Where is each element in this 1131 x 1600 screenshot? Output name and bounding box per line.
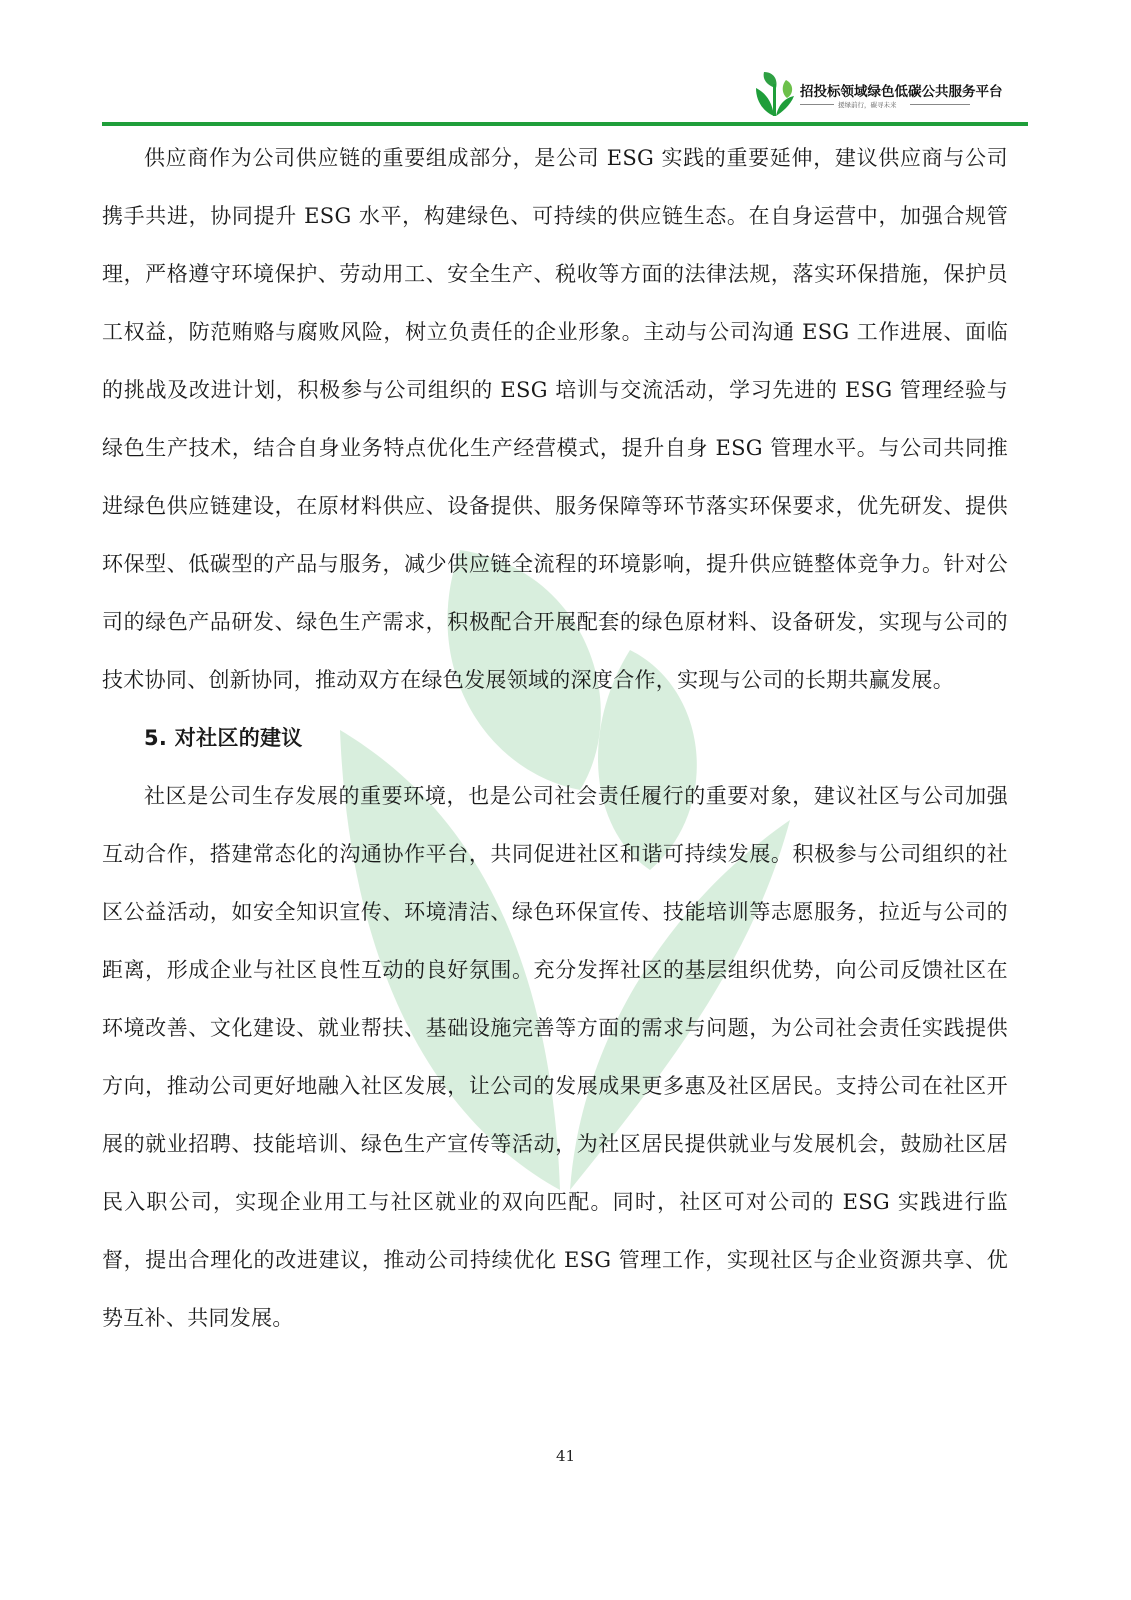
platform-logo: [754, 66, 1014, 122]
slogan-divider-right: [910, 104, 970, 105]
page-number: 41: [555, 1447, 576, 1465]
paragraph-community: 社区是公司生存发展的重要环境，也是公司社会责任履行的重要对象，建议社区与公司加强互动合作，搭建常态化的沟通协作平台，共同促进社区和谐可持续发展。积极参与公司组织的社区公益活动，如安全知识宣传、环境清洁、绿色环保宣传、技能培训等志愿服务，拉近与公司的距离，形成企业与社区良性互动的良好氛围。充分发挥社区的基层组织优势，向公司反馈社区在环境改善、文化建设、就业帮扶、基础设施完善等方面的需求与问题，为公司社会责任实践提供方向，推动公司更好地融入社区发展，让公司的发展成果更多惠及社区居民。支持公司在社区开展的就业招聘、技能培训、绿色生产宣传等活动，为社区居民提供就业与发展机会，鼓励社区居民入职公司，实现企业用工与社区就业的双向匹配。同时，社区可对公司的 ESG 实践进行监督，提出合理化的改进建议，推动公司持续优化 ESG 管理工作，实现社区与企业资源共享、优势互补、共同发展。: [102, 784, 1008, 1330]
platform-name: 招投标领域绿色低碳公共服务平台: [800, 84, 1003, 100]
slogan-divider-left: [800, 104, 834, 105]
paragraph-suppliers: 供应商作为公司供应链的重要组成部分，是公司 ESG 实践的重要延伸，建议供应商与公司携手共进，协同提升 ESG 水平，构建绿色、可持续的供应链生态。在自身运营中，加强合规管理，严格遵守环境保护、劳动用工、安全生产、税收等方面的法律法规，落实环保措施，保护员工权益，防范贿赂与腐败风险，树立负责任的企业形象。主动与公司沟通 ESG 工作进展、面临的挑战及改进计划，积极参与公司组织的 ESG 培训与交流活动，学习先进的 ESG 管理经验与绿色生产技术，结合自身业务特点优化生产经营模式，提升自身 ESG 管理水平。与公司共同推进绿色供应链建设，在原材料供应、设备提供、服务保障等环节落实环保要求，优先研发、提供环保型、低碳型的产品与服务，减少供应链全流程的环境影响，提升供应链整体竞争力。针对公司的绿色产品研发、绿色生产需求，积极配合开展配套的绿色原材料、设备研发，实现与公司的技术协同、创新协同，推动双方在绿色发展领域的深度合作，实现与公司的长期共赢发展。: [102, 146, 1008, 692]
platform-slogan: 援绿前行，碳寻未来: [838, 101, 897, 109]
page-header: [102, 60, 1028, 132]
document-body: [102, 129, 1008, 1347]
green-leaf-sprout-icon: [754, 66, 796, 118]
header-divider: [102, 122, 1028, 126]
section-heading-community: 5. 对社区的建议: [144, 726, 303, 750]
